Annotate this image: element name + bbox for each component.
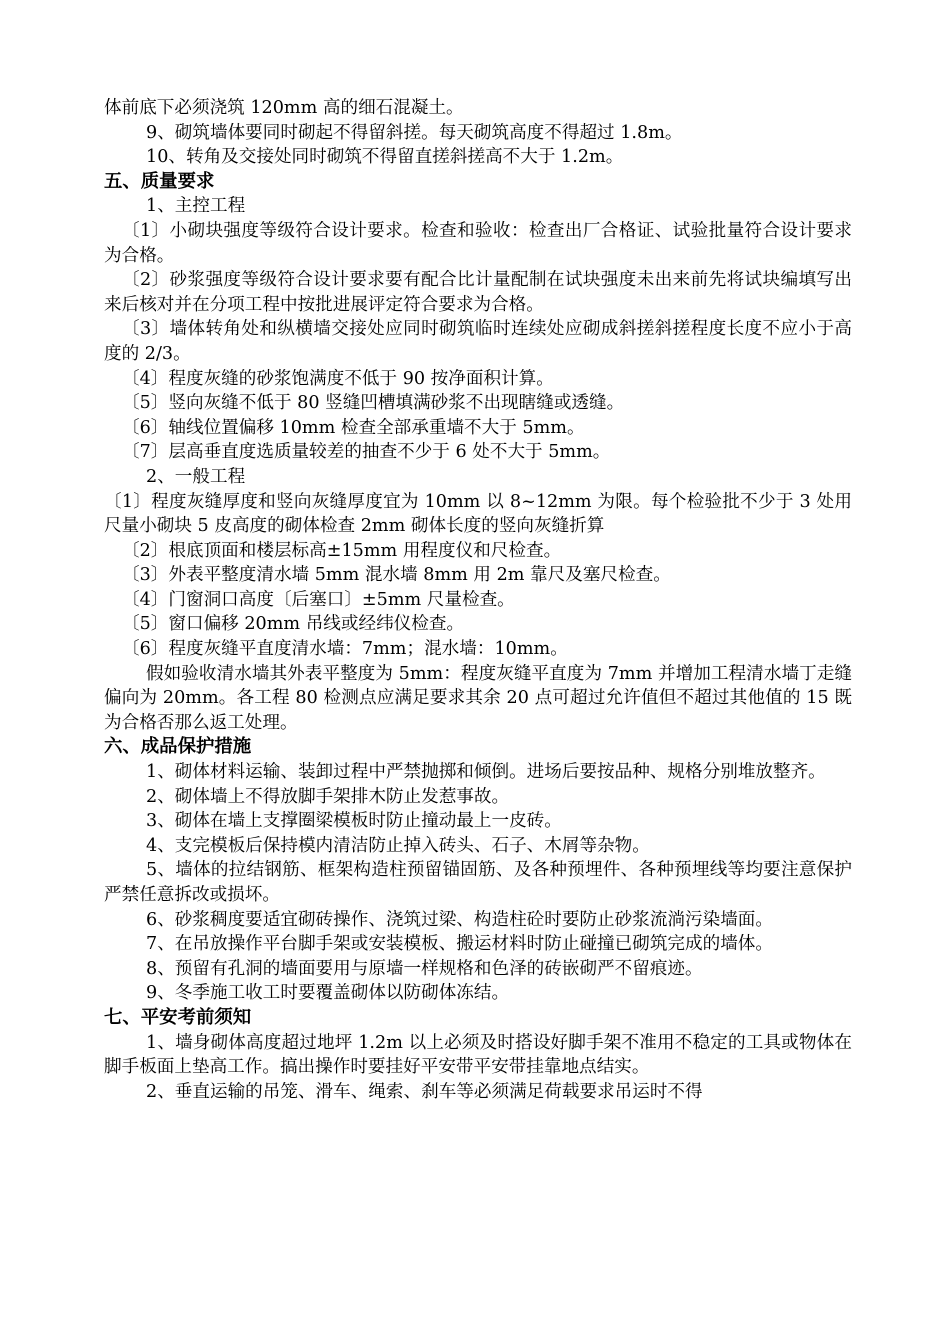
subsection-heading: 1、主控工程 xyxy=(146,196,246,217)
list-item: 〔1〕程度灰缝厚度和竖向灰缝厚度宜为 10mm 以 8~12mm 为限。每个检验批不少于 3 处用尺量小砌块 5 皮高度的砌体检查 2mm 砌体长度的竖向灰缝折算 xyxy=(104,491,852,537)
section-heading: 五、质量要求 xyxy=(104,170,215,192)
paragraph: 1、砌体材料运输、装卸过程中严禁抛掷和倾倒。进场后要按品种、规格分别堆放整齐。 xyxy=(146,762,826,783)
paragraph: 1、墙身砌体高度超过地坪 1.2m 以上必须及时搭设好脚手架不准用不稳定的工具或物体在脚手板面上垫高工作。搞出操作时要挂好平安带平安带挂靠地点结实。 xyxy=(104,1032,852,1078)
list-item: 〔4〕门窗洞口高度〔后塞口〕±5mm 尺量检查。 xyxy=(122,589,515,610)
paragraph: 9、砌筑墙体要同时砌起不得留斜搓。每天砌筑高度不得超过 1.8m。 xyxy=(146,122,683,143)
list-item: 〔6〕程度灰缝平直度清水墙：7mm；混水墙：10mm。 xyxy=(122,639,568,660)
list-item: 〔2〕砂浆强度等级符合设计要求要有配合比计量配制在试块强度未出来前先将试块编填写出来后核对并在分项工程中按批进展评定符合要求为合格。 xyxy=(104,270,852,315)
list-item: 〔4〕程度灰缝的砂浆饱满度不低于 90 按净面积计算。 xyxy=(122,368,554,389)
paragraph: 7、在吊放操作平台脚手架或安装模板、搬运材料时防止碰撞已砌筑完成的墙体。 xyxy=(146,934,773,955)
paragraph: 体前底下必须浇筑 120mm 高的细石混凝土。 xyxy=(104,98,464,118)
section-heading: 七、平安考前须知 xyxy=(104,1006,252,1028)
list-item: 〔6〕轴线位置偏移 10mm 检查全部承重墙不大于 5mm。 xyxy=(122,417,585,438)
paragraph: 4、支完模板后保持模内清洁防止掉入砖头、石子、木屑等杂物。 xyxy=(146,835,650,856)
section-heading: 六、成品保护措施 xyxy=(104,736,252,758)
subsection-heading: 2、一般工程 xyxy=(146,466,246,487)
list-item: 〔2〕根底顶面和楼层标高±15mm 用程度仪和尺检查。 xyxy=(122,540,562,561)
paragraph: 9、冬季施工收工时要覆盖砌体以防砌体冻结。 xyxy=(146,983,510,1004)
list-item: 〔1〕小砌块强度等级符合设计要求。检查和验收：检查出厂合格证、试验批量符合设计要求为合格。 xyxy=(104,220,852,266)
list-item: 〔5〕窗口偏移 20mm 吊线或经纬仪检查。 xyxy=(122,614,465,635)
paragraph: 8、预留有孔洞的墙面要用与原墙一样规格和色泽的砖嵌砌严不留痕迹。 xyxy=(146,958,703,979)
list-item: 〔7〕层高垂直度选质量较差的抽查不少于 6 处不大于 5mm。 xyxy=(122,442,611,463)
paragraph: 假如验收清水墙其外表平整度为 5mm：程度灰缝平直度为 7mm 并增加工程清水墙丁走缝偏向为 20mm。各工程 80 检测点应满足要求其余 20 点可超过允许值但不超过其他值的 15 既为合格否那么返工处理。 xyxy=(104,663,852,733)
paragraph: 3、砌体在墙上支撑圈梁模板时防止撞动最上一皮砖。 xyxy=(146,811,562,832)
document-page xyxy=(104,96,852,1104)
paragraph: 6、砂浆稠度要适宜砌砖操作、浇筑过梁、构造柱砼时要防止砂浆流淌污染墙面。 xyxy=(146,909,773,930)
paragraph: 5、墙体的拉结钢筋、框架构造柱预留锚固筋、及各种预埋件、各种预埋线等均要注意保护严禁任意拆改或损坏。 xyxy=(104,860,852,905)
list-item: 〔3〕墙体转角处和纵横墙交接处应同时砌筑临时连续处应砌成斜搓斜搓程度长度不应小于高度的 2/3。 xyxy=(104,319,852,364)
list-item: 〔5〕竖向灰缝不低于 80 竖缝凹槽填满砂浆不出现瞎缝或透缝。 xyxy=(122,393,625,414)
paragraph: 2、砌体墙上不得放脚手架排木防止发惹事故。 xyxy=(146,786,510,807)
paragraph: 2、垂直运输的吊笼、滑车、绳索、刹车等必须满足荷载要求吊运时不得 xyxy=(146,1081,703,1102)
list-item: 〔3〕外表平整度清水墙 5mm 混水墙 8mm 用 2m 靠尺及塞尺检查。 xyxy=(122,565,671,586)
paragraph: 10、转角及交接处同时砌筑不得留直搓斜搓高不大于 1.2m。 xyxy=(146,147,624,168)
